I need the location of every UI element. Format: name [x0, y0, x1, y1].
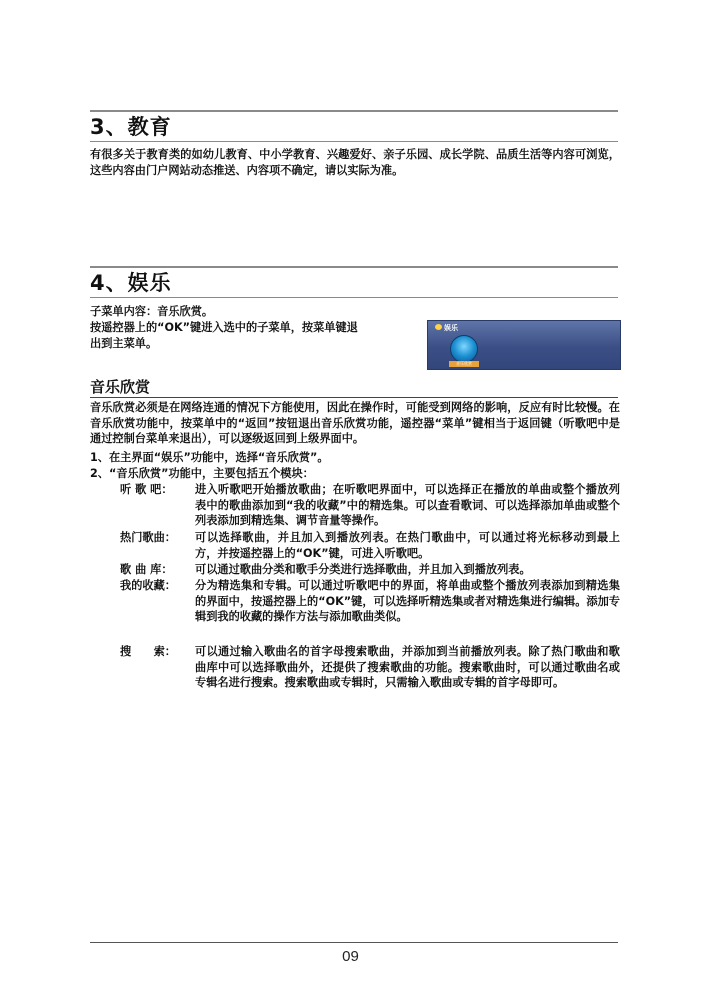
section-4-bottom-rule	[90, 297, 618, 298]
screenshot-label: 娱乐	[444, 324, 458, 332]
section-3-title: 3、教育	[90, 115, 172, 139]
page-number: 09	[342, 948, 359, 965]
instruction-line-2: 出到主菜单。	[90, 337, 158, 350]
screenshot-caption: 音乐欣赏	[449, 361, 479, 367]
section-4-title: 4、娱乐	[90, 271, 172, 295]
entertainment-icon	[435, 324, 442, 330]
music-appreciation-icon	[450, 335, 478, 363]
section-4-top-rule	[90, 266, 618, 268]
section-3-bottom-rule	[90, 141, 618, 142]
step-2: 2、“音乐欣赏”功能中，主要包括五个模块：	[90, 467, 314, 480]
module-label: 搜 索：	[120, 645, 176, 658]
module-text: 可以选择歌曲，并且加入到播放列表。在热门歌曲中，可以通过将光标移动到最上方，并按遥控器上的“OK”键，可进入听歌吧。	[195, 531, 620, 560]
step-1: 1、在主界面“娱乐”功能中，选择“音乐欣赏”。	[90, 451, 329, 464]
module-label: 热门歌曲：	[120, 531, 176, 544]
music-title: 音乐欣赏	[90, 378, 151, 396]
module-text: 可以通过歌曲分类和歌手分类进行选择歌曲，并且加入到播放列表。	[195, 563, 531, 576]
module-label: 我的收藏：	[120, 579, 176, 592]
submenu-line: 子菜单内容：音乐欣赏。	[90, 305, 214, 318]
footer-rule	[90, 942, 618, 943]
entertainment-screenshot	[427, 320, 621, 370]
module-text: 可以通过输入歌曲名的首字母搜索歌曲，并添加到当前播放列表。除了热门歌曲和歌曲库中可以选择歌曲外，还提供了搜索歌曲的功能。搜索歌曲时，可以通过歌曲名或专辑名进行搜索。搜索歌曲或专辑时，只需输入歌曲或专辑的首字母即可。	[195, 645, 620, 689]
module-label: 听 歌 吧：	[120, 483, 173, 496]
module-text: 分为精选集和专辑。可以通过听歌吧中的界面，将单曲或整个播放列表添加到精选集的界面中，按遥控器上的“OK”键，可以选择听精选集或者对精选集进行编辑。添加专辑到我的收藏的操作方法与添加歌曲类似。	[195, 579, 620, 623]
music-title-rule	[90, 397, 618, 398]
instruction-line-1: 按遥控器上的“OK”键进入选中的子菜单，按菜单键退	[90, 321, 358, 334]
music-intro: 音乐欣赏必须是在网络连通的情况下方能使用，因此在操作时，可能受到网络的影响，反应有时比较慢。在音乐欣赏功能中，按菜单中的“返回”按钮退出音乐欣赏功能，遥控器“菜单”键相当于返回键（听歌吧中是通过控制台菜单来退出），可以逐级返回到上级界面中。	[90, 401, 620, 445]
module-text: 进入听歌吧开始播放歌曲；在听歌吧界面中，可以选择正在播放的单曲或整个播放列表中的歌曲添加到“我的收藏”中的精选集。可以查看歌词、可以选择添加单曲或整个列表添加到精选集、调节音量等操作。	[195, 483, 620, 527]
section-3-top-rule	[90, 110, 618, 112]
module-label: 歌 曲 库：	[120, 563, 173, 576]
section-3-body: 有很多关于教育类的如幼儿教育、中小学教育、兴趣爱好、亲子乐园、成长学院、品质生活等内容可浏览，这些内容由门户网站动态推送、内容项不确定，请以实际为准。	[90, 148, 620, 177]
